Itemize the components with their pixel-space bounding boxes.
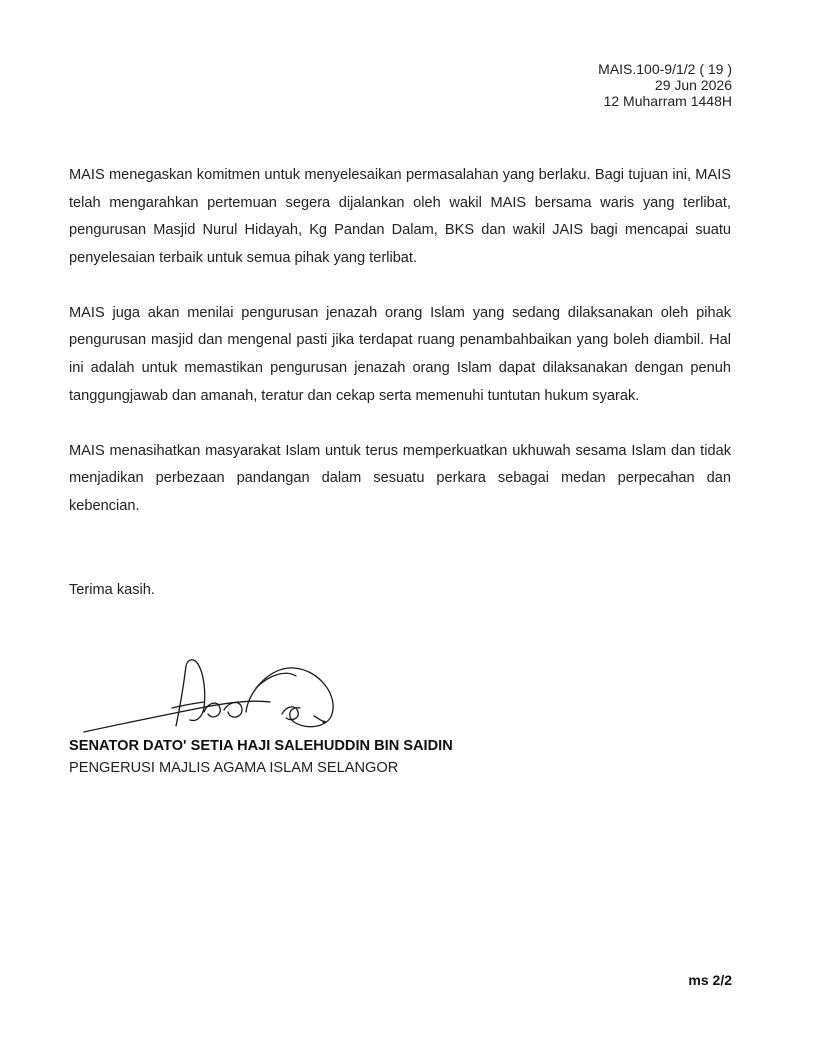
closing-text: Terima kasih. — [69, 582, 155, 598]
signature-image — [80, 652, 360, 742]
letter-body — [69, 162, 731, 548]
letter-date: 29 Jun 2026 — [654, 77, 732, 93]
paragraph-1: MAIS menegaskan komitmen untuk menyelesaikan permasalahan yang berlaku. Bagi tujuan ini, MAIS telah mengarahkan pertemuan segera dijalankan oleh wakil MAIS bersama waris yang terlibat, pengurusan Masjid Nurul Hidayah, Kg Pandan Dalam, BKS dan wakil JAIS bagi mencapai suatu penyelesaian terbaik untuk semua pihak yang terlibat. — [69, 167, 731, 266]
page-number: ms 2/2 — [688, 972, 732, 988]
reference-number: MAIS.100-9/1/2 ( 19 ) — [598, 61, 732, 77]
signer-name: SENATOR DATO' SETIA HAJI SALEHUDDIN BIN SAIDIN — [69, 738, 453, 754]
hijri-date: 12 Muharram 1448H — [603, 93, 732, 109]
reference-block — [598, 61, 732, 109]
paragraph-3: MAIS menasihatkan masyarakat Islam untuk terus memperkuatkan ukhuwah sesama Islam dan tidak menjadikan perbezaan pandangan dalam sesuatu perkara sebagai medan perpecahan dan kebencian. — [69, 442, 731, 514]
paragraph-2: MAIS juga akan menilai pengurusan jenazah orang Islam yang sedang dilaksanakan oleh pihak pengurusan masjid dan mengenal pasti jika terdapat ruang penambahbaikan yang boleh diambil. Hal ini adalah untuk memastikan pengurusan jenazah orang Islam dapat dilaksanakan dengan penuh tanggungjawab dan amanah, teratur dan cekap serta memenuhi tuntutan hukum syarak. — [69, 304, 731, 404]
signer-title: PENGERUSI MAJLIS AGAMA ISLAM SELANGOR — [69, 760, 399, 776]
